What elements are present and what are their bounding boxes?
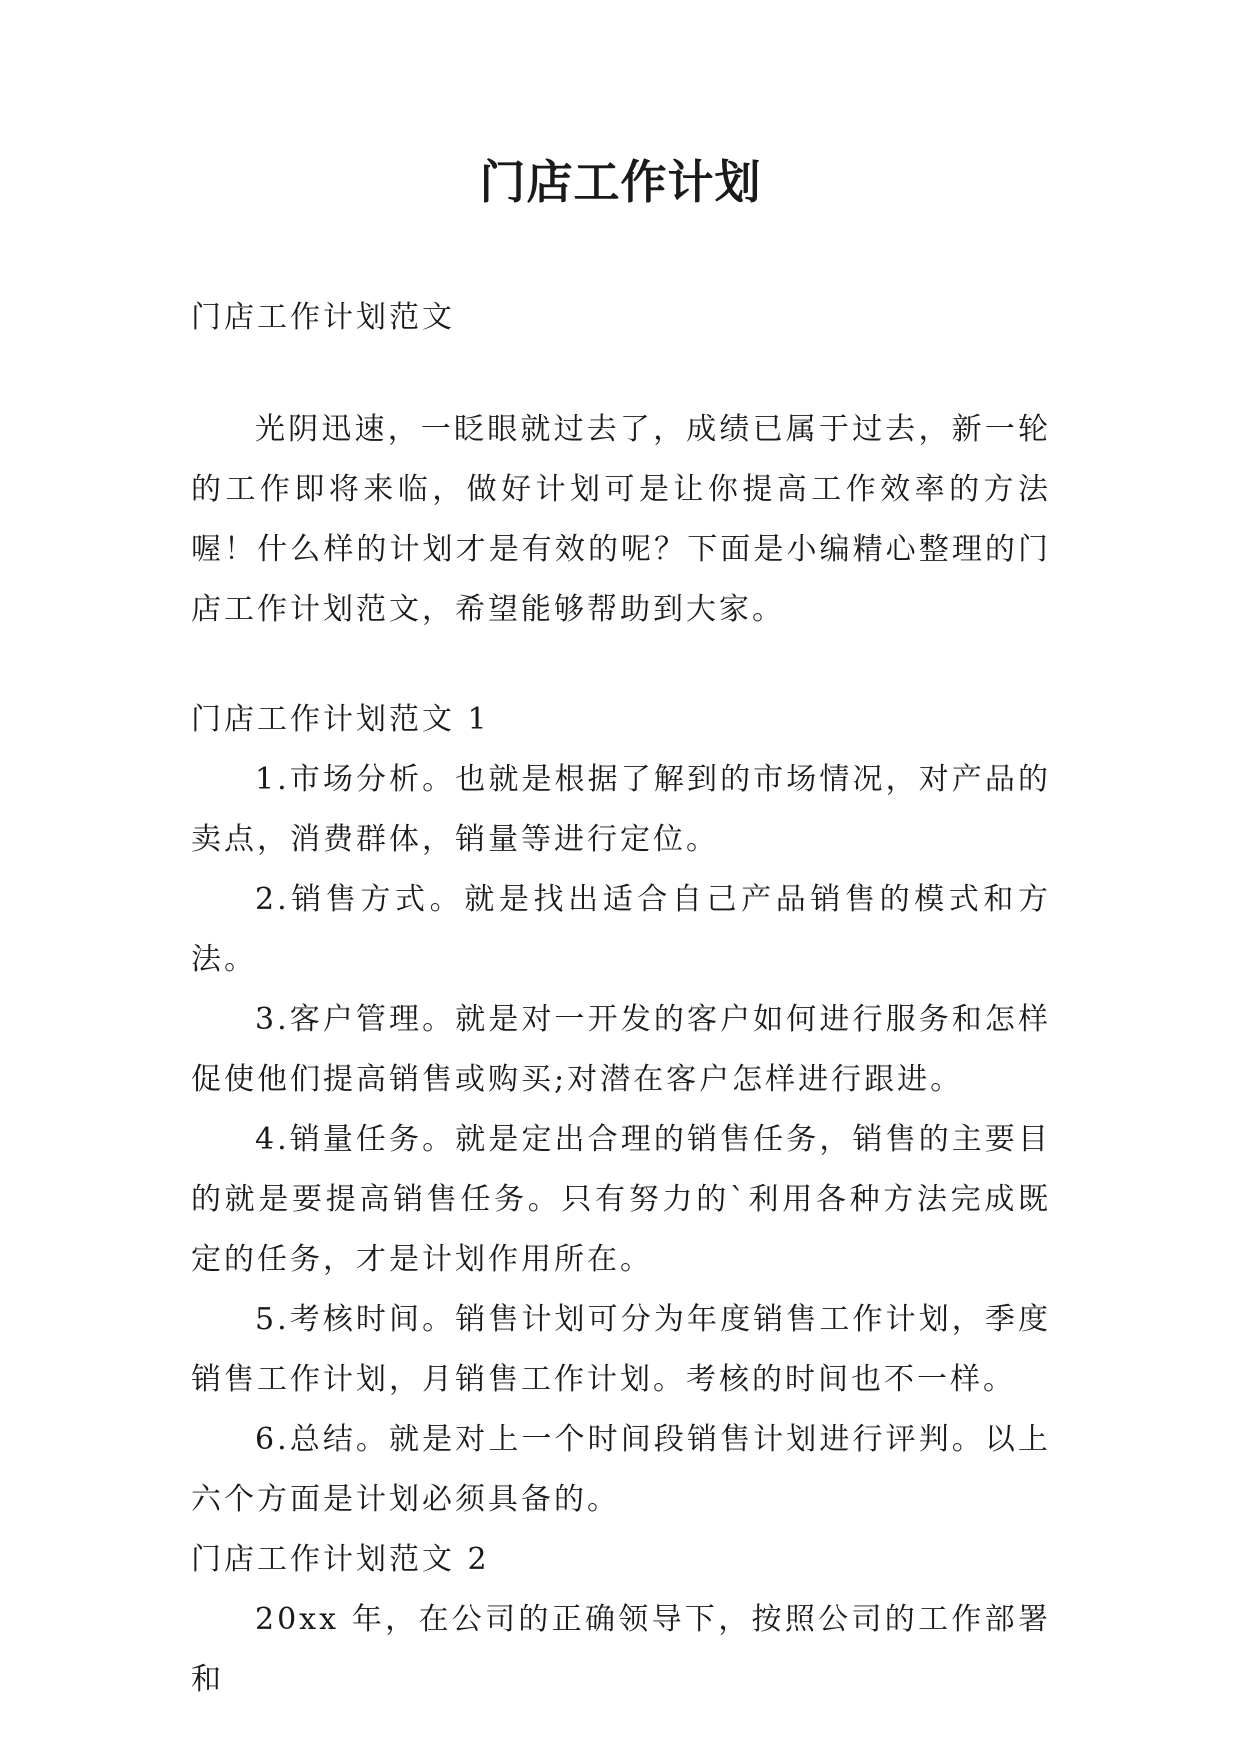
section-1-item: 2.销售方式。就是找出适合自己产品销售的模式和方法。 [191,882,1051,977]
section-1-item: 1.市场分析。也就是根据了解到的市场情况，对产品的卖点，消费群体，销量等进行定位。 [191,762,1051,857]
document-title: 门店工作计划 [479,155,762,209]
section-1-heading: 门店工作计划范文 1 [191,702,490,737]
section-2-paragraph: 20xx 年，在公司的正确领导下，按照公司的工作部署和 [191,1602,1051,1697]
content-sections [191,690,1051,1710]
section-1-item: 3.客户管理。就是对一开发的客户如何进行服务和怎样促使他们提高销售或购买;对潜在客户怎样进行跟进。 [191,1002,1051,1097]
intro-paragraph: 光阴迅速，一眨眼就过去了，成绩已属于过去，新一轮的工作即将来临，做好计划可是让你提高工作效率的方法喔！什么样的计划才是有效的呢？下面是小编精心整理的门店工作计划范文，希望能够帮助到大家。 [191,412,1051,627]
section-2-heading: 门店工作计划范文 2 [191,1542,490,1577]
document-subtitle [191,288,1051,348]
subtitle-text: 门店工作计划范文 [191,300,455,335]
section-1-item: 5.考核时间。销售计划可分为年度销售工作计划，季度销售工作计划，月销售工作计划。考核的时间也不一样。 [191,1302,1051,1397]
intro-block [191,400,1051,640]
section-1-item: 6.总结。就是对上一个时间段销售计划进行评判。以上六个方面是计划必须具备的。 [191,1422,1051,1517]
section-1-item: 4.销量任务。就是定出合理的销售任务，销售的主要目的就是要提高销售任务。只有努力的`利用各种方法完成既定的任务，才是计划作用所在。 [191,1122,1051,1277]
